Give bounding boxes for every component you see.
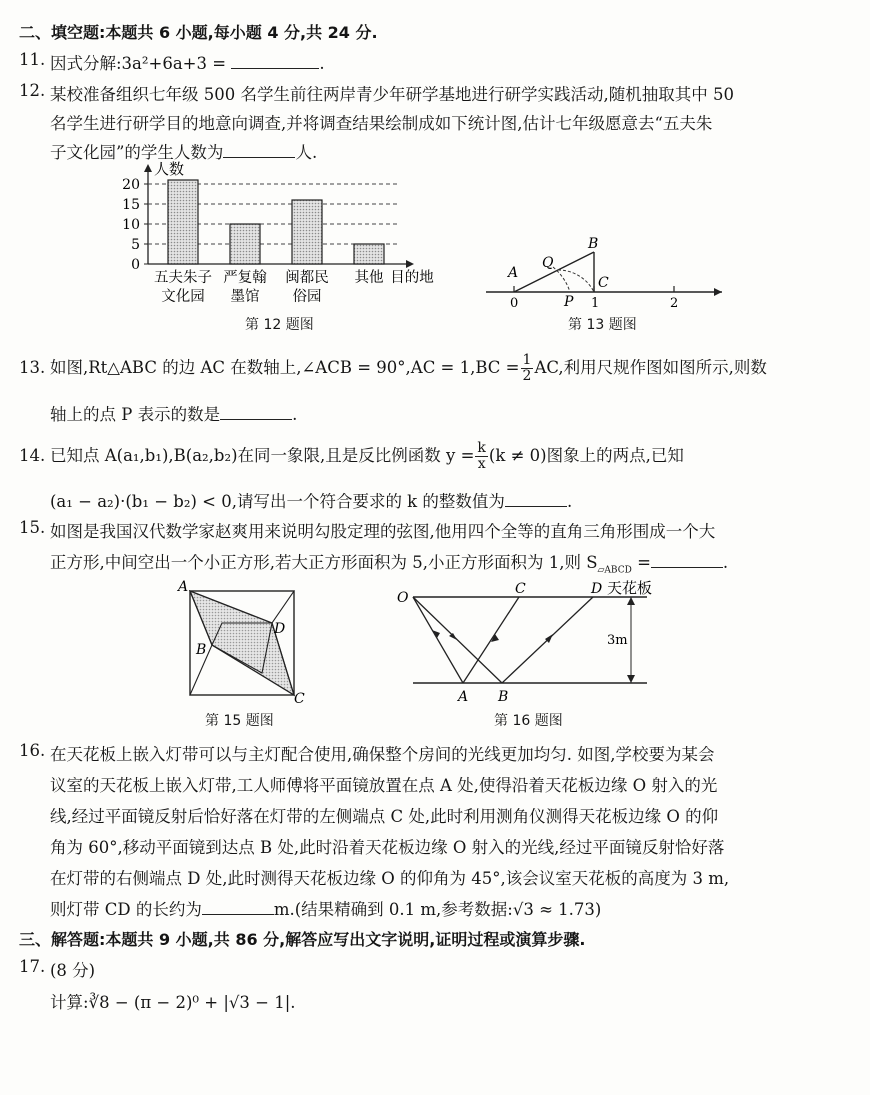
label-Q: Q — [542, 255, 554, 271]
arc-from-B — [558, 270, 594, 292]
figure-16-diagram — [395, 578, 670, 706]
q13-frac-num: 1 — [522, 352, 532, 369]
figure-15-caption: 第 15 题图 — [205, 713, 274, 729]
label-O: O — [397, 590, 409, 606]
q14-line2-a: (a₁ − a₂)·(b₁ − b₂) < 0,请写出一个符合要求的 k 的整数值为 — [50, 492, 505, 511]
q13-line2-a: 轴上的点 P 表示的数是 — [50, 405, 221, 424]
q15-line2-a: 正方形,中间空出一个小正方形,若大正方形面积为 5,小正方形面积为 1,则 S — [50, 553, 598, 572]
q12-unit: 人. — [295, 143, 318, 162]
q12-answer-blank[interactable] — [223, 143, 295, 158]
arrow-OB — [449, 633, 457, 640]
category-label-2-2: 墨馆 — [230, 289, 260, 305]
q13-line2-end: . — [292, 405, 298, 424]
q16-line3: 线,经过平面镜反射后恰好落在灯带的左侧端点 C 处,此时利用测角仪测得天花板边缘 O 的仰 — [50, 807, 719, 826]
number-line-arrow — [714, 288, 722, 296]
figure-13-caption: 第 13 题图 — [568, 317, 637, 333]
height-label: 3m — [607, 633, 628, 648]
label-B: B — [588, 236, 599, 252]
figure-13-diagram — [480, 235, 730, 315]
label-2: 2 — [670, 296, 679, 311]
figure-16-caption: 第 16 题图 — [494, 713, 563, 729]
category-label-3-1: 闽都民 — [285, 270, 329, 286]
category-label-4-1: 其他 — [354, 270, 384, 286]
label-P: P — [564, 294, 574, 310]
label-1: 1 — [591, 296, 600, 311]
ray-O-A — [413, 597, 463, 683]
q14-line1-a: 已知点 A(a₁,b₁),B(a₂,b₂)在同一象限,且是反比例函数 y = — [50, 446, 475, 465]
segment-AB — [514, 252, 594, 292]
category-label-1-1: 五夫朱子 — [154, 270, 212, 286]
label-B: B — [498, 689, 509, 705]
section-3-title: 三、解答题:本题共 9 小题,共 86 分,解答应写出文字说明,证明过程或演算步骤. — [19, 930, 586, 949]
q14-line1 — [50, 438, 684, 474]
q15-number: 15. — [19, 518, 46, 537]
q14-answer-blank[interactable] — [505, 492, 567, 507]
label-0: 0 — [510, 296, 519, 311]
q14-frac-den: x — [477, 456, 486, 472]
label-D: D — [591, 581, 603, 597]
y-tick-label-0: 0 — [131, 257, 140, 273]
figure-12-caption: 第 12 题图 — [245, 317, 314, 333]
q13-frac-den: 2 — [522, 368, 532, 384]
q11-number: 11. — [19, 50, 46, 69]
q15-line2 — [50, 549, 728, 575]
q13-line1 — [50, 350, 767, 386]
q16-line2: 议室的天花板上嵌入灯带,工人师傅将平面镜放置在点 A 处,使得沿着天花板边缘 O 射入的光 — [50, 776, 718, 795]
label-D: D — [274, 621, 286, 637]
q13-line1-a: 如图,Rt△ABC 的边 AC 在数轴上,∠ACB = 90°,AC = 1,BC = — [50, 358, 520, 377]
q16-line6 — [50, 896, 601, 920]
bar-2 — [230, 224, 260, 264]
q14-frac-num: k — [477, 440, 486, 457]
q11-end: . — [319, 54, 325, 73]
height-arrow-top — [627, 597, 635, 605]
section-2-title: 二、填空题:本题共 6 小题,每小题 4 分,共 24 分. — [19, 23, 378, 42]
ray-A-C — [463, 597, 519, 683]
q16-answer-blank[interactable] — [202, 900, 274, 915]
ceiling-label: 天花板 — [607, 579, 653, 597]
q15-answer-blank[interactable] — [651, 553, 723, 568]
y-tick-label-5: 5 — [131, 237, 140, 253]
label-A: A — [178, 579, 189, 595]
y-axis-arrow — [144, 164, 152, 172]
q15-equals: = — [631, 553, 651, 572]
q12-line3-prompt: 子文化园”的学生人数为 — [50, 143, 224, 162]
q16-line6-a: 则灯带 CD 的长约为 — [50, 900, 202, 919]
q14-line2 — [50, 488, 572, 512]
bar-4 — [354, 244, 384, 264]
q12-line1: 某校准备组织七年级 500 名学生前往两岸青少年研学基地进行研学实践活动,随机抽取其中 50 — [50, 85, 734, 104]
q15-subscript: ▱ABCD — [597, 565, 632, 576]
q11-text — [50, 50, 325, 74]
q14-fraction — [475, 441, 487, 471]
q12-number: 12. — [19, 81, 46, 100]
category-label-3-2: 俗园 — [292, 289, 322, 305]
y-tick-label-15: 15 — [122, 197, 140, 213]
q14-line1-b: (k ≠ 0)图象上的两点,已知 — [488, 446, 684, 465]
q13-line1-b: AC,利用尺规作图如图所示,则数 — [534, 358, 767, 377]
x-axis-label: 目的地 — [390, 270, 434, 286]
x-axis-arrow — [406, 260, 414, 268]
category-label-2-1: 严复翰 — [223, 270, 267, 286]
bar-1 — [168, 180, 198, 264]
category-label-1-2: 文化园 — [161, 289, 205, 305]
q13-fraction — [521, 353, 534, 383]
y-axis-label: 人数 — [154, 160, 185, 178]
q11-answer-blank[interactable] — [231, 54, 319, 69]
q13-number: 13. — [19, 358, 46, 377]
q13-line2 — [50, 401, 297, 425]
q16-number: 16. — [19, 741, 46, 760]
q14-number: 14. — [19, 446, 46, 465]
q17-number: 17. — [19, 957, 46, 976]
q17-score: (8 分) — [50, 961, 96, 980]
q13-answer-blank[interactable] — [220, 405, 292, 420]
ray-O-B — [413, 597, 502, 683]
label-A: A — [508, 265, 519, 281]
q16-line6-b: m.(结果精确到 0.1 m,参考数据:√3 ≈ 1.73) — [273, 900, 602, 919]
q12-line2: 名学生进行研学目的地意向调查,并将调查结果绘制成如下统计图,估计七年级愿意去“五夫朱 — [50, 114, 713, 133]
q17-text: 计算:∛8 − (π − 2)⁰ + |√3 − 1|. — [50, 993, 296, 1012]
y-tick-label-10: 10 — [122, 217, 140, 233]
height-arrow-bottom — [627, 675, 635, 683]
q15-line2-end: . — [722, 553, 729, 572]
q16-line4: 角为 60°,移动平面镜到达点 B 处,此时沿着天花板边缘 O 射入的光线,经过平面镜反射恰好落 — [50, 838, 725, 857]
y-tick-label-20: 20 — [122, 177, 140, 193]
figure-12-bar-chart — [110, 160, 470, 318]
label-A: A — [458, 689, 469, 705]
label-C: C — [598, 275, 609, 291]
q14-line2-end: . — [566, 492, 573, 511]
figure-15-diagram — [172, 575, 312, 705]
label-B: B — [196, 642, 207, 658]
q16-line1: 在天花板上嵌入灯带可以与主灯配合使用,确保整个房间的光线更加均匀. 如图,学校要为某会 — [50, 745, 715, 764]
bar-3 — [292, 200, 322, 264]
q11-prompt: 因式分解:3a²+6a+3 = — [50, 54, 227, 73]
q16-line5: 在灯带的右侧端点 D 处,此时测得天花板边缘 O 的仰角为 45°,该会议室天花板的高度为 3 m, — [50, 869, 730, 888]
label-C: C — [294, 691, 305, 705]
q15-line1: 如图是我国汉代数学家赵爽用来说明勾股定理的弦图,他用四个全等的直角三角形围成一个大 — [50, 522, 716, 541]
label-C: C — [515, 581, 526, 597]
